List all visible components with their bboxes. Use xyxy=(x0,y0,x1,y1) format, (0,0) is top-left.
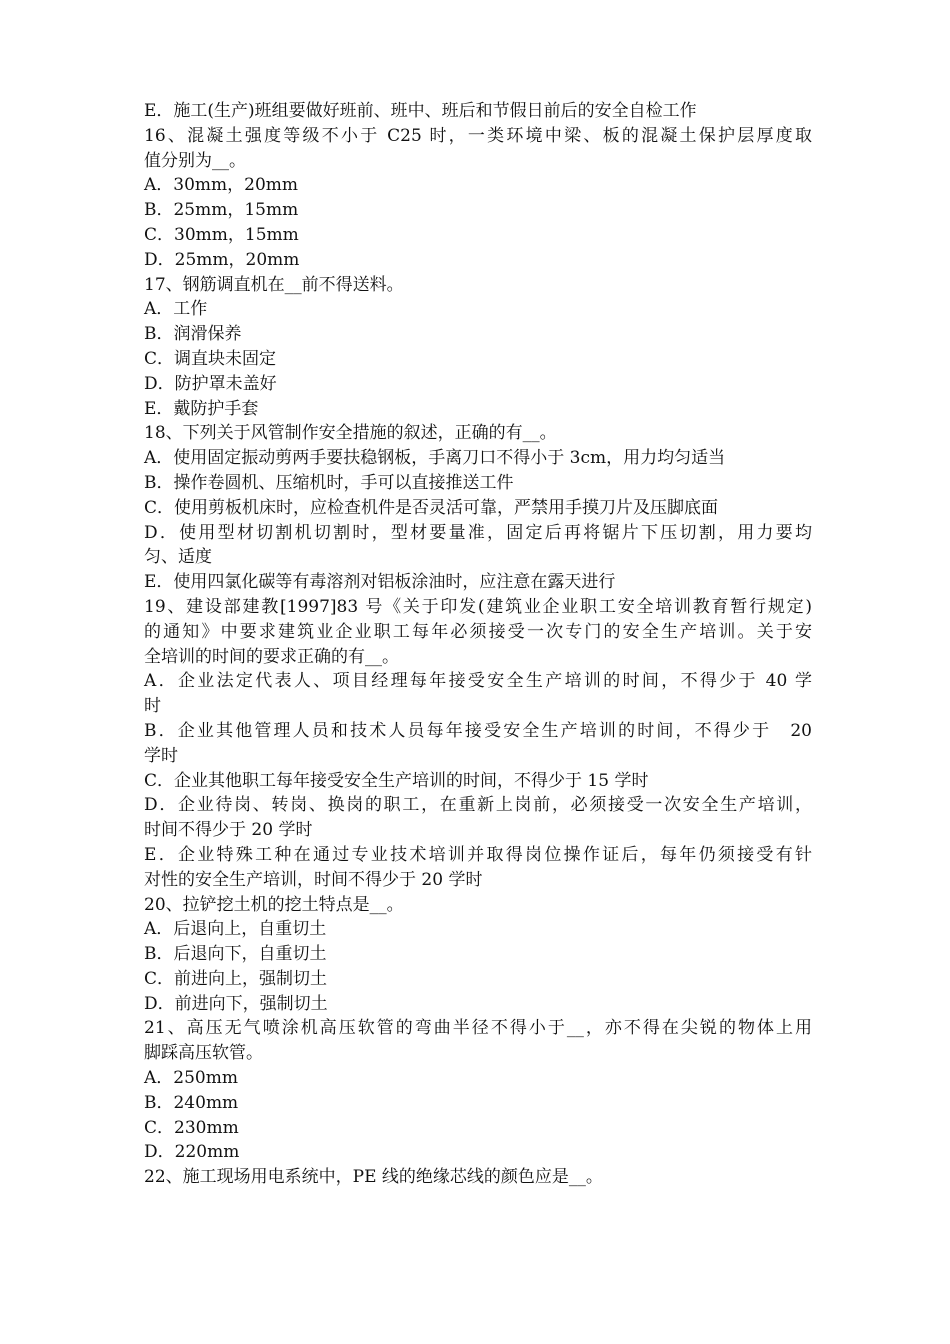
option-e: E．戴防护手套 xyxy=(144,398,259,419)
option-a: A．使用固定振动剪两手要扶稳钢板，手离刀口不得小于 3cm，用力均匀适当 xyxy=(144,448,726,469)
option-d: D．220mm xyxy=(144,1142,240,1163)
question-16-line-2: 值分别为__。 xyxy=(144,150,246,171)
option-b: B．润滑保养 xyxy=(144,324,242,345)
option-d-line-2: 匀、适度 xyxy=(144,547,212,568)
question-19-line-1: 19、建设部建教[1997]83 号《关于印发(建筑业企业职工安全培训教育暂行规定) xyxy=(144,596,812,617)
option-d-line-1: D．使用型材切割机切割时，型材要量准，固定后再将锯片下压切割，用力要均 xyxy=(144,522,812,543)
question-18: 18、下列关于风管制作安全措施的叙述，正确的有__。 xyxy=(144,423,557,444)
question-21-line-2: 脚踩高压软管。 xyxy=(144,1043,263,1064)
option-d: D．25mm，20mm xyxy=(144,249,300,270)
option-a-line-1: A．企业法定代表人、项目经理每年接受安全生产培训的时间，不得少于 40 学 xyxy=(144,671,812,692)
question-19-line-2: 的通知》中要求建筑业企业职工每年必须接受一次专门的安全生产培训。关于安 xyxy=(144,621,812,642)
question-19-line-3: 全培训的时间的要求正确的有__。 xyxy=(144,646,399,667)
question-22: 22、施工现场用电系统中，PE 线的绝缘芯线的颜色应是__。 xyxy=(144,1167,603,1188)
option-b: B．25mm，15mm xyxy=(144,200,299,221)
option-b: B．操作卷圆机、压缩机时，手可以直接推送工件 xyxy=(144,472,514,493)
option-d-line-2: 时间不得少于 20 学时 xyxy=(144,820,313,841)
option-e: E．使用四氯化碳等有毒溶剂对铝板涂油时，应注意在露天进行 xyxy=(144,572,616,593)
option-c: C．30mm，15mm xyxy=(144,224,299,245)
option-b-line-2: 学时 xyxy=(144,745,178,766)
option-a: A．30mm，20mm xyxy=(144,175,299,196)
document-page xyxy=(144,99,812,1190)
option-d-line-1: D．企业待岗、转岗、换岗的职工，在重新上岗前，必须接受一次安全生产培训， xyxy=(144,795,812,816)
option-d: D．防护罩未盖好 xyxy=(144,373,277,394)
option-a-line-2: 时 xyxy=(144,696,161,717)
option-c: C．230mm xyxy=(144,1117,239,1138)
option-a: A．后退向上，自重切土 xyxy=(144,919,327,940)
option-c: C．企业其他职工每年接受安全生产培训的时间，不得少于 15 学时 xyxy=(144,770,649,791)
question-21-line-1: 21、高压无气喷涂机高压软管的弯曲半径不得小于__，亦不得在尖锐的物体上用 xyxy=(144,1018,812,1039)
option-b: B．后退向下，自重切土 xyxy=(144,944,327,965)
question-17: 17、钢筋调直机在__前不得送料。 xyxy=(144,274,404,295)
option-c: C．调直块未固定 xyxy=(144,348,277,369)
option-c: C．使用剪板机床时，应检查机件是否灵活可靠，严禁用手摸刀片及压脚底面 xyxy=(144,497,719,518)
question-20: 20、拉铲挖土机的挖土特点是__。 xyxy=(144,894,404,915)
option-a: A．250mm xyxy=(144,1068,238,1089)
question-16-line-1: 16、混凝土强度等级不小于 C25 时，一类环境中梁、板的混凝土保护层厚度取 xyxy=(144,125,812,146)
option-d: D．前进向下，强制切土 xyxy=(144,993,328,1014)
option-b-line-1: B．企业其他管理人员和技术人员每年接受安全生产培训的时间，不得少于 20 xyxy=(144,720,812,741)
option-c: C．前进向上，强制切土 xyxy=(144,968,328,989)
text-line: E．施工(生产)班组要做好班前、班中、班后和节假日前后的安全自检工作 xyxy=(144,101,697,121)
option-b: B．240mm xyxy=(144,1092,239,1113)
option-e-line-1: E．企业特殊工种在通过专业技术培训并取得岗位操作证后，每年仍须接受有针 xyxy=(144,844,812,865)
option-e-line-2: 对性的安全生产培训，时间不得少于 20 学时 xyxy=(144,869,483,890)
option-a: A．工作 xyxy=(144,299,208,320)
